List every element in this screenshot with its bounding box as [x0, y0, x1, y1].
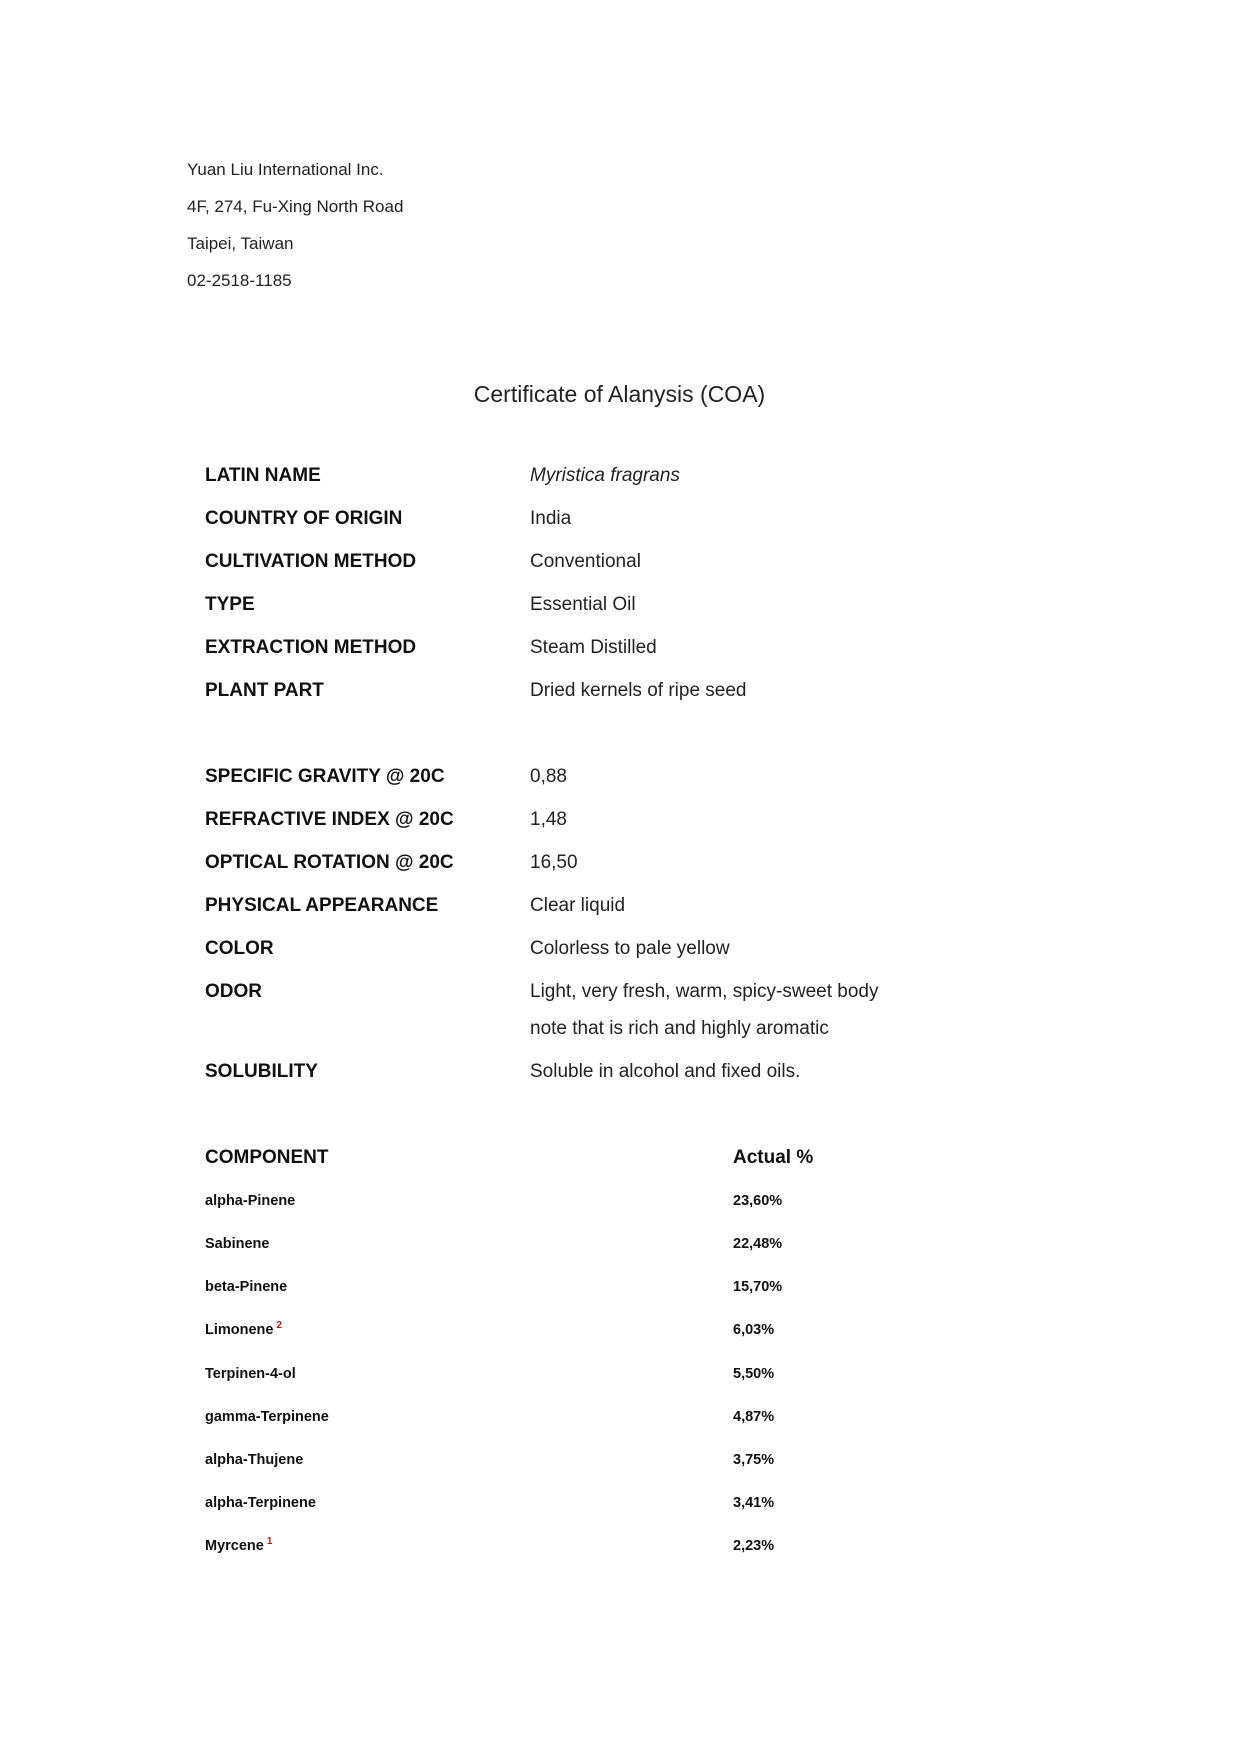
address-line-2: Taipei, Taiwan: [187, 234, 294, 253]
prop-value: Clear liquid: [530, 895, 626, 916]
component-percent: 4,87%: [733, 1409, 775, 1425]
component-name: [205, 1277, 287, 1297]
info-label: TYPE: [205, 594, 255, 615]
info-row-latin-name: [205, 464, 1065, 490]
prop-value: Light, very fresh, warm, spicy-sweet body: [530, 981, 879, 1002]
info-label: LATIN NAME: [205, 465, 321, 486]
component-row: [205, 1493, 1065, 1519]
component-name: [205, 1536, 272, 1556]
component-name-text: beta-Pinene: [205, 1279, 288, 1295]
info-value: Myristica fragrans: [530, 465, 680, 486]
component-percent: 2,23%: [733, 1538, 775, 1554]
component-percent: 3,75%: [733, 1452, 775, 1468]
prop-row-refractive-index: [205, 808, 1065, 834]
component-percent: 23,60%: [733, 1193, 783, 1209]
footnote-marker: 1: [266, 1536, 273, 1548]
prop-label: SOLUBILITY: [205, 1061, 318, 1082]
prop-label: OPTICAL ROTATION @ 20C: [205, 852, 454, 873]
info-value: Steam Distilled: [530, 637, 657, 658]
component-name-text: alpha-Terpinene: [205, 1495, 316, 1511]
component-name: [205, 1450, 303, 1470]
component-name-text: gamma-Terpinene: [205, 1409, 329, 1425]
prop-row-optical-rotation: [205, 851, 1065, 877]
prop-value: 0,88: [530, 766, 567, 787]
component-name-text: Myrcene: [205, 1538, 264, 1554]
component-row: [205, 1234, 1065, 1260]
company-phone: 02-2518-1185: [187, 271, 292, 290]
address-line-1: 4F, 274, Fu-Xing North Road: [187, 197, 404, 216]
info-value: Essential Oil: [530, 594, 636, 615]
prop-row-odor: [205, 980, 1065, 1039]
info-row-plant-part: [205, 679, 1065, 705]
page-title: Certificate of Alanysis (COA): [473, 381, 766, 407]
info-value: India: [530, 508, 572, 529]
prop-row-physical-appearance: [205, 894, 1065, 920]
prop-value: 16,50: [530, 852, 578, 873]
component-name: [205, 1407, 329, 1427]
prop-value: Soluble in alcohol and fixed oils.: [530, 1061, 801, 1082]
company-name: Yuan Liu International Inc.: [187, 160, 384, 179]
component-percent: 22,48%: [733, 1236, 783, 1252]
component-name-text: Terpinen-4-ol: [205, 1366, 296, 1382]
component-row: [205, 1536, 1065, 1562]
component-name: [205, 1364, 296, 1384]
prop-value: 1,48: [530, 809, 567, 830]
component-name: [205, 1493, 316, 1513]
component-row: [205, 1277, 1065, 1303]
prop-row-specific-gravity: [205, 765, 1065, 791]
info-row-type: [205, 593, 1065, 619]
prop-row-solubility: [205, 1060, 1065, 1086]
info-label: COUNTRY OF ORIGIN: [205, 508, 403, 529]
prop-value: Colorless to pale yellow: [530, 938, 730, 959]
component-percent: 15,70%: [733, 1279, 783, 1295]
info-row-extraction-method: [205, 636, 1065, 662]
footnote-marker: 2: [276, 1320, 283, 1332]
prop-value-line-2: note that is rich and highly aromatic: [530, 1018, 829, 1039]
info-label: CULTIVATION METHOD: [205, 551, 417, 572]
component-name: [205, 1234, 269, 1254]
component-name-text: Limonene: [205, 1322, 274, 1338]
info-value: Dried kernels of ripe seed: [530, 680, 747, 701]
component-name-text: Sabinene: [205, 1236, 270, 1252]
actual-percent-column-header: Actual %: [733, 1147, 814, 1168]
component-percent: 6,03%: [733, 1322, 775, 1338]
component-row: [205, 1364, 1065, 1390]
component-name-text: alpha-Pinene: [205, 1193, 296, 1209]
component-row: [205, 1450, 1065, 1476]
component-name: [205, 1320, 282, 1340]
component-column-header: COMPONENT: [205, 1147, 329, 1168]
info-label: EXTRACTION METHOD: [205, 637, 417, 658]
info-row-cultivation-method: [205, 550, 1065, 576]
prop-label: SPECIFIC GRAVITY @ 20C: [205, 766, 445, 787]
info-label: PLANT PART: [205, 680, 324, 701]
info-value: Conventional: [530, 551, 641, 572]
component-table-header: [205, 1146, 1065, 1172]
component-row: [205, 1191, 1065, 1217]
info-row-country-of-origin: [205, 507, 1065, 533]
prop-label: PHYSICAL APPEARANCE: [205, 895, 439, 916]
component-row: [205, 1407, 1065, 1433]
component-row: [205, 1320, 1065, 1346]
component-name-text: alpha-Thujene: [205, 1452, 304, 1468]
prop-label: COLOR: [205, 938, 274, 959]
component-percent: 5,50%: [733, 1366, 775, 1382]
prop-label: REFRACTIVE INDEX @ 20C: [205, 809, 454, 830]
component-percent: 3,41%: [733, 1495, 775, 1511]
prop-label: ODOR: [205, 981, 262, 1002]
prop-row-color: [205, 937, 1065, 963]
component-name: [205, 1191, 295, 1211]
